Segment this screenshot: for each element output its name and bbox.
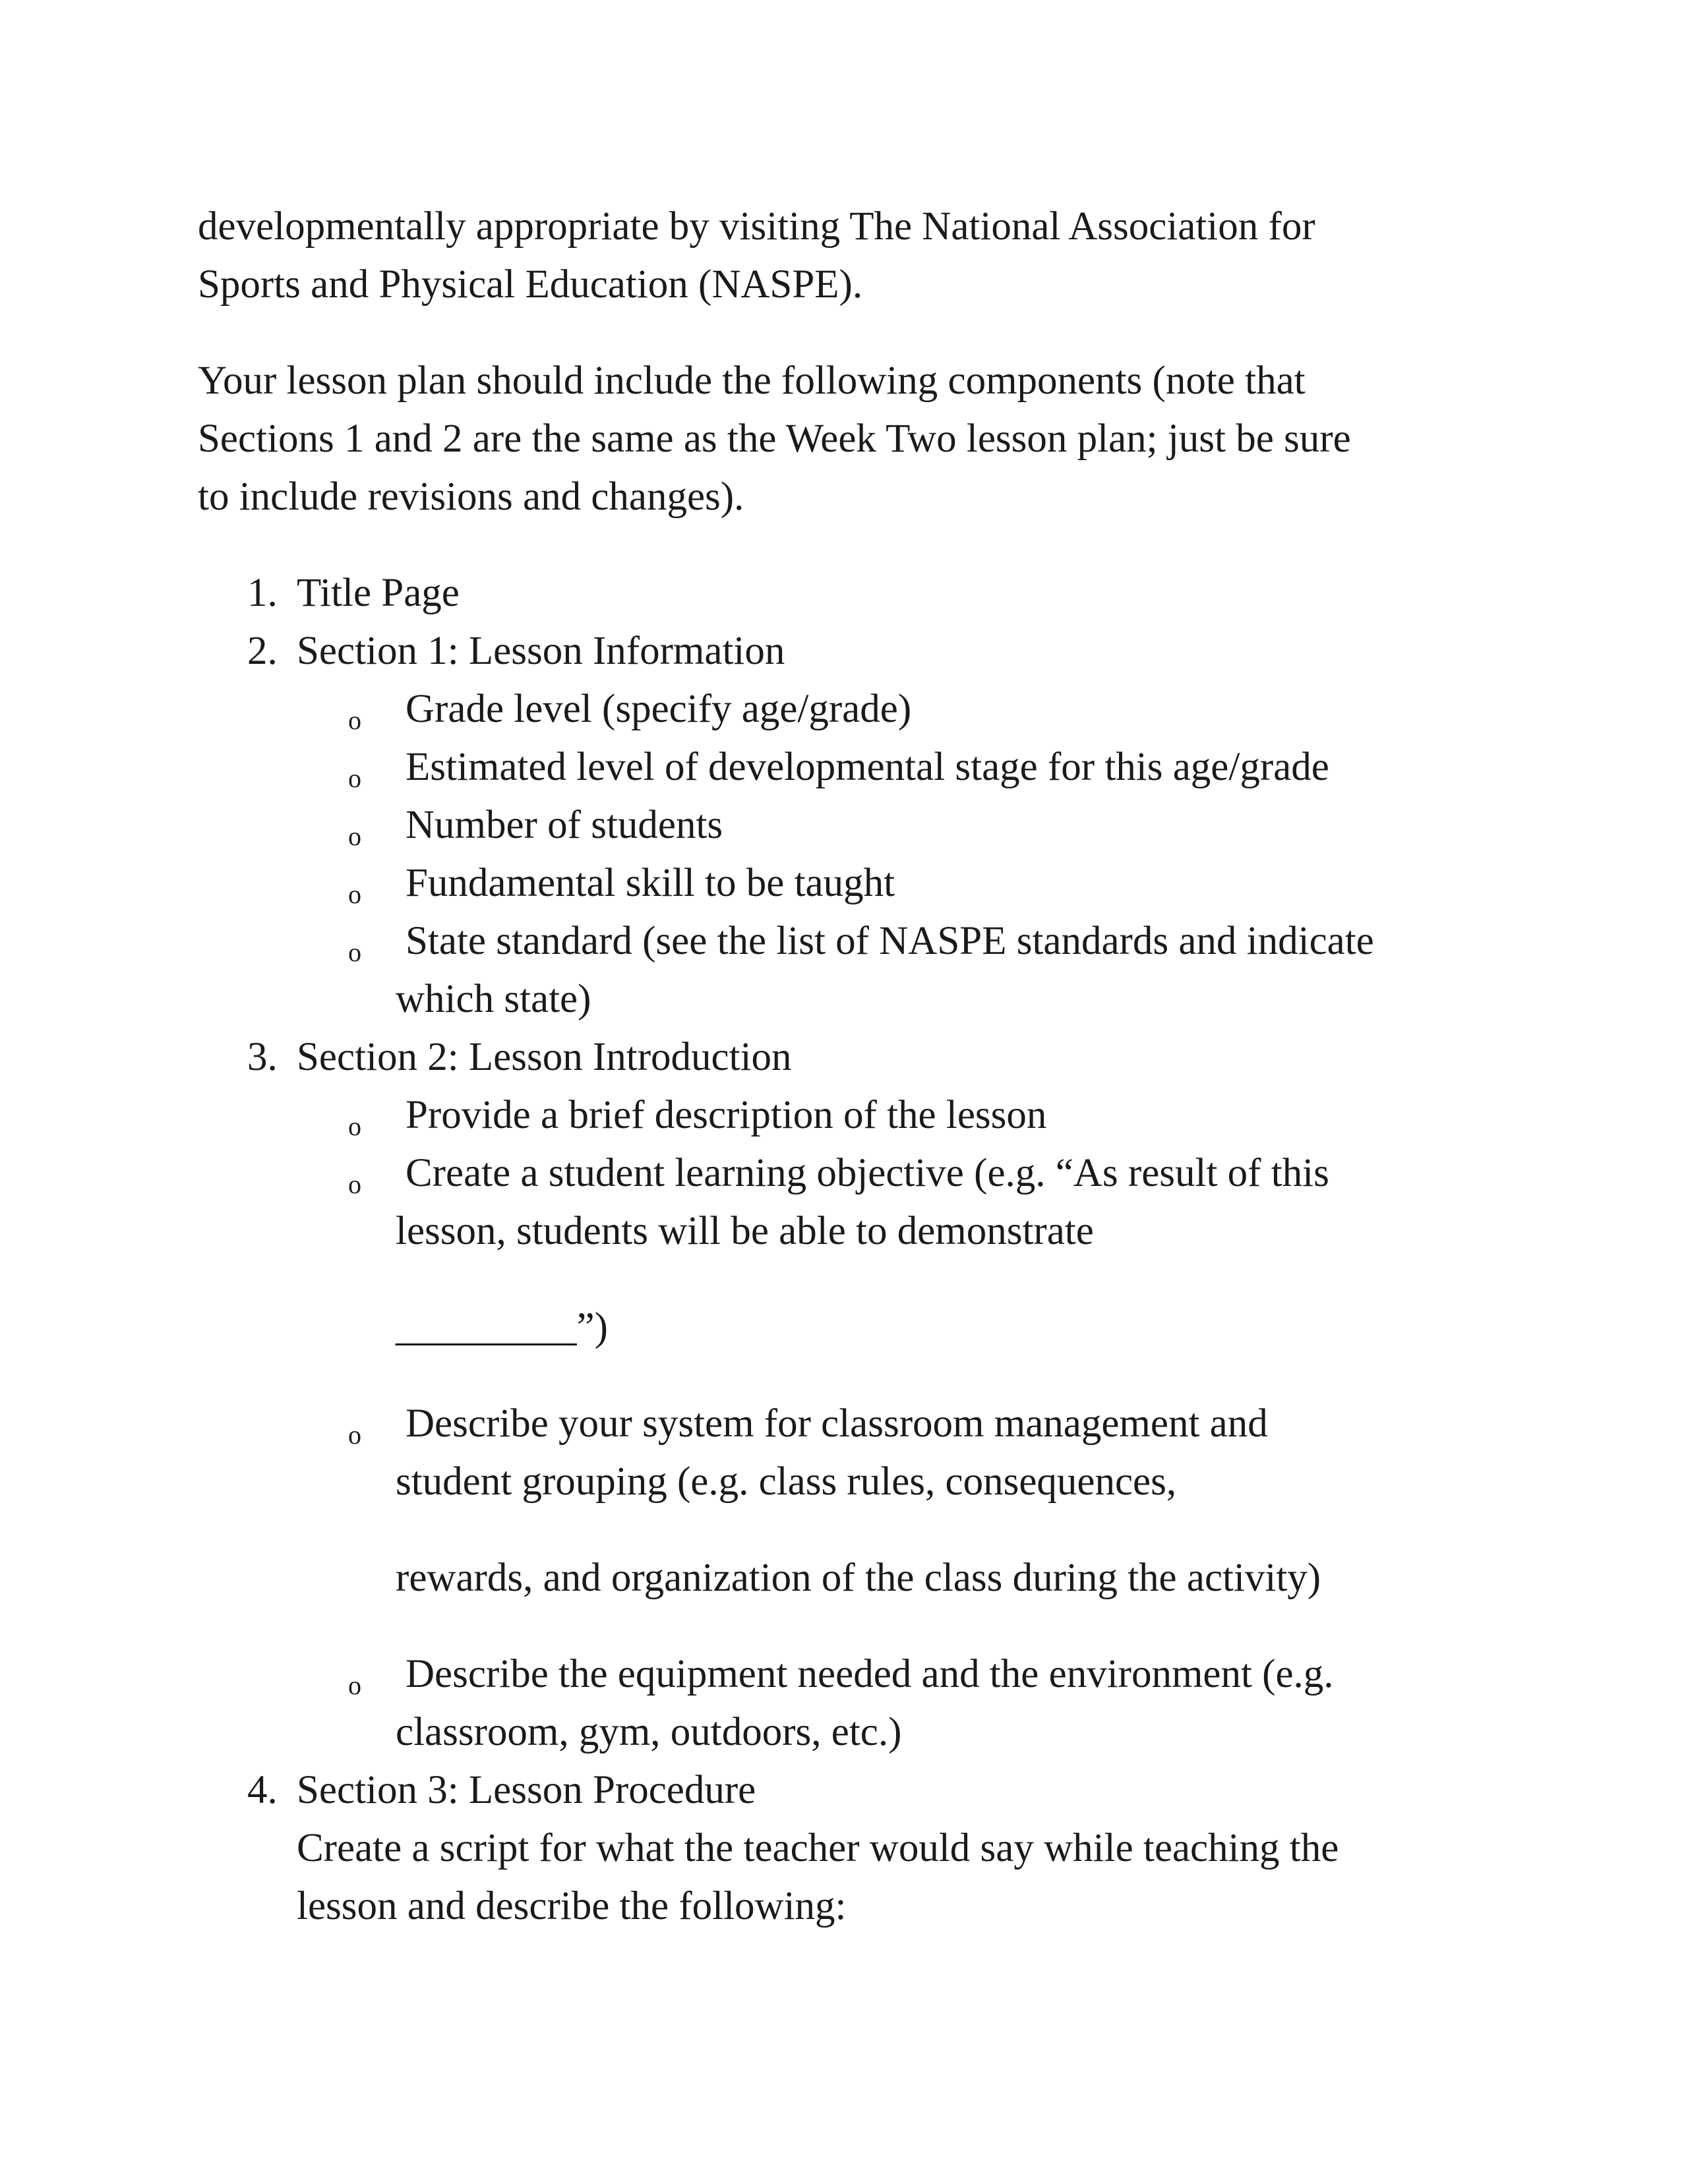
subitem-grade-level: Grade level (specify age/grade) <box>406 687 912 731</box>
subitem-equipment-line-1: Describe the equipment needed and the environment (e.g. <box>406 1652 1334 1696</box>
subitem-classroom-management-line-3: rewards, and organization of the class during the activity) <box>396 1556 1321 1600</box>
bullet-icon: o <box>348 1420 361 1450</box>
subitem-developmental-stage: Estimated level of developmental stage for this age/grade <box>406 745 1329 789</box>
paragraph-2-line-1: Your lesson plan should include the following components (note that <box>198 359 1306 403</box>
bullet-icon: o <box>348 879 361 909</box>
bullet-icon: o <box>348 1670 361 1700</box>
list-item-section-2: Section 2: Lesson Introduction <box>297 1035 792 1079</box>
subitem-learning-objective-line-2: lesson, students will be able to demonstrate <box>396 1209 1094 1253</box>
bullet-icon: o <box>348 821 361 851</box>
list-number-2: 2. <box>247 629 278 673</box>
list-item-section-1: Section 1: Lesson Information <box>297 629 785 673</box>
subitem-fundamental-skill: Fundamental skill to be taught <box>406 861 895 905</box>
bullet-icon: o <box>348 1169 361 1199</box>
subitem-equipment-line-2: classroom, gym, outdoors, etc.) <box>396 1710 902 1754</box>
list-number-4: 4. <box>247 1768 278 1812</box>
subitem-brief-description: Provide a brief description of the lesson <box>406 1093 1047 1137</box>
subitem-learning-objective-line-1: Create a student learning objective (e.g. “As result of this <box>406 1151 1329 1195</box>
list-number-1: 1. <box>247 571 278 615</box>
subitem-state-standard-line-2: which state) <box>396 977 591 1021</box>
subitem-classroom-management-line-1: Describe your system for classroom management and <box>406 1402 1268 1446</box>
list-number-3: 3. <box>247 1035 278 1079</box>
list-item-title-page: Title Page <box>297 571 460 615</box>
bullet-icon: o <box>348 763 361 793</box>
bullet-icon: o <box>348 705 361 735</box>
bullet-icon: o <box>348 937 361 967</box>
subitem-number-of-students: Number of students <box>406 803 723 847</box>
subitem-state-standard-line-1: State standard (see the list of NASPE standards and indicate <box>406 919 1374 963</box>
paragraph-2-line-2: Sections 1 and 2 are the same as the Week Two lesson plan; just be sure <box>198 417 1351 461</box>
paragraph-1-line-2: Sports and Physical Education (NASPE). <box>198 262 863 307</box>
paragraph-1-line-1: developmentally appropriate by visiting The National Association for <box>198 204 1315 249</box>
section-3-body-line-1: Create a script for what the teacher would say while teaching the <box>297 1826 1339 1870</box>
section-3-body-line-2: lesson and describe the following: <box>297 1884 847 1928</box>
subitem-classroom-management-line-2: student grouping (e.g. class rules, consequences, <box>396 1460 1177 1504</box>
bullet-icon: o <box>348 1111 361 1141</box>
subitem-learning-objective-blank: _________”) <box>396 1305 608 1349</box>
list-item-section-3: Section 3: Lesson Procedure <box>297 1768 756 1812</box>
paragraph-2-line-3: to include revisions and changes). <box>198 475 744 519</box>
